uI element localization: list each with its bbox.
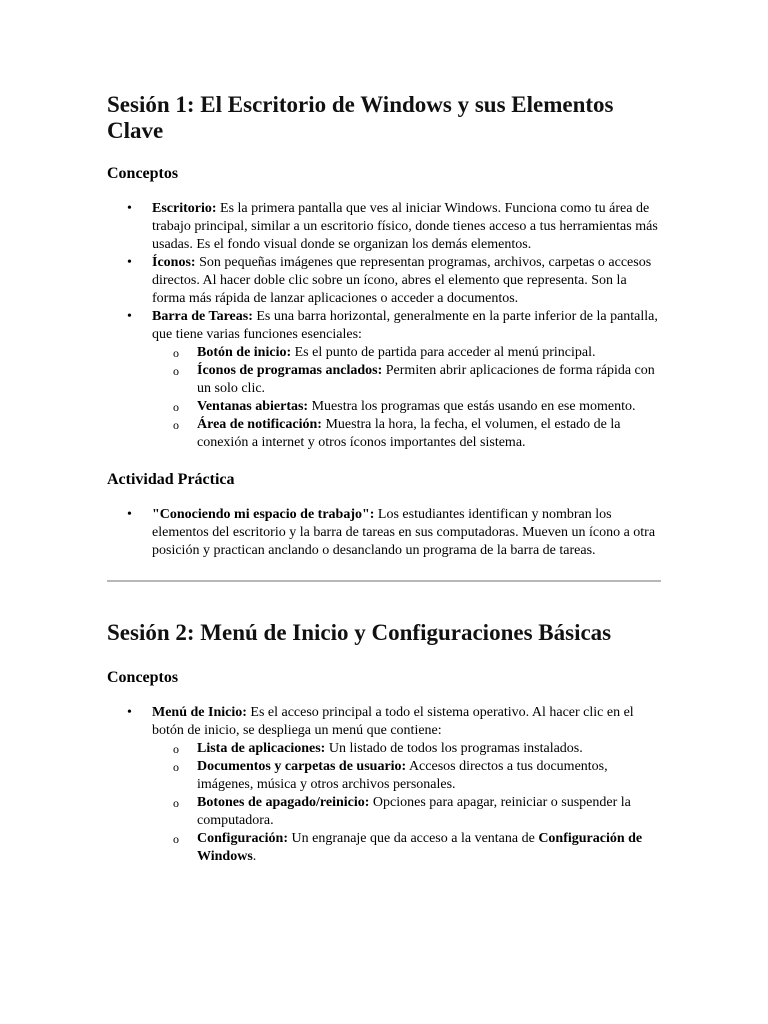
subitem-text: Muestra la hora, la fecha, el volumen, el estado de la conexión a internet y otros íconos importantes del sistema. (197, 417, 621, 450)
subitem-term: Lista de aplicaciones: (197, 741, 326, 756)
subitem-configuracion (152, 830, 661, 866)
subitem-documentos-y-carpetas (152, 758, 661, 794)
subitem-term: Área de notificación: (197, 417, 322, 432)
concept-text: Es el acceso principal a todo el sistema operativo. Al hacer clic en el botón de inicio, se despliega un menú que contiene: (152, 705, 634, 738)
concept-text: Es la primera pantalla que ves al iniciar Windows. Funciona como tu área de trabajo principal, similar a un escritorio físico, donde tienes acceso a tus herramientas más usadas. Es el fondo visual donde se organizan los demás elementos. (152, 201, 658, 252)
subitem-term: Documentos y carpetas de usuario: (197, 759, 407, 774)
subitem-text-end: . (252, 849, 257, 864)
concept-term: Menú de Inicio: (152, 705, 247, 720)
session-2-concepts-list (107, 704, 661, 866)
subitem-text: Un engranaje que da acceso a la ventana de (288, 831, 539, 846)
concept-term: Barra de Tareas: (152, 309, 253, 324)
subitem-lista-de-aplicaciones (152, 740, 661, 758)
subitem-term: Ventanas abiertas: (197, 399, 309, 414)
session-2-conceptos-heading: Conceptos (107, 669, 179, 686)
concept-term: Escritorio: (152, 201, 217, 216)
session-1-concepts-list (107, 200, 661, 452)
session-1-title: Sesión 1: El Escritorio de Windows y sus Elementos Clave (107, 92, 614, 143)
activity-list (107, 506, 661, 560)
session-2-title: Sesión 2: Menú de Inicio y Configuraciones Básicas (107, 620, 612, 645)
subitem-text: Muestra los programas que estás usando en ese momento. (308, 399, 636, 414)
concept-item-menu-de-inicio (107, 704, 661, 866)
subitem-text: Accesos directos a tus documentos, imágenes, música y otros archivos personales. (197, 759, 608, 792)
subitem-boton-de-inicio (152, 344, 661, 362)
concept-term: Íconos: (152, 255, 196, 270)
section-divider (107, 580, 661, 582)
subitem-text: Un listado de todos los programas instalados. (325, 741, 583, 756)
session-1-conceptos-heading: Conceptos (107, 165, 179, 182)
subitem-area-de-notificacion (152, 416, 661, 452)
subitem-text: Permiten abrir aplicaciones de forma rápida con un solo clic. (197, 363, 655, 396)
concept-text: Son pequeñas imágenes que representan programas, archivos, carpetas o accesos directos. Al hacer doble clic sobre un ícono, abres el elemento que representa. Son la forma más rápida de lanzar aplicaciones o acceder a documentos. (152, 255, 652, 306)
subitem-bold-term: Configuración de Windows (197, 831, 643, 864)
subitem-ventanas-abiertas (152, 398, 661, 416)
activity-item (107, 506, 661, 560)
subitem-botones-de-apagado (152, 794, 661, 830)
concept-text: Es una barra horizontal, generalmente en la parte inferior de la pantalla, que tiene varias funciones esenciales: (152, 309, 658, 342)
concept-item-escritorio (107, 200, 661, 254)
subitem-term: Íconos de programas anclados: (197, 363, 383, 378)
subitem-term: Botones de apagado/reinicio: (197, 795, 370, 810)
subitem-term: Botón de inicio: (197, 345, 292, 360)
concept-item-iconos (107, 254, 661, 308)
activity-term: "Conociendo mi espacio de trabajo": (152, 507, 375, 522)
subitem-term: Configuración: (197, 831, 288, 846)
activity-text: Los estudiantes identifican y nombran los elementos del escritorio y la barra de tareas en sus computadoras. Mueven un ícono a otra posición y practican anclando o desanclando un programa de la barra de tareas. (152, 507, 656, 558)
subitem-iconos-anclados (152, 362, 661, 398)
activity-heading: Actividad Práctica (107, 471, 235, 488)
taskbar-sublist (152, 344, 661, 452)
concept-item-barra-de-tareas (107, 308, 661, 452)
subitem-text: Opciones para apagar, reiniciar o suspender la computadora. (197, 795, 631, 828)
subitem-text: Es el punto de partida para acceder al menú principal. (291, 345, 596, 360)
start-menu-sublist (152, 740, 661, 866)
